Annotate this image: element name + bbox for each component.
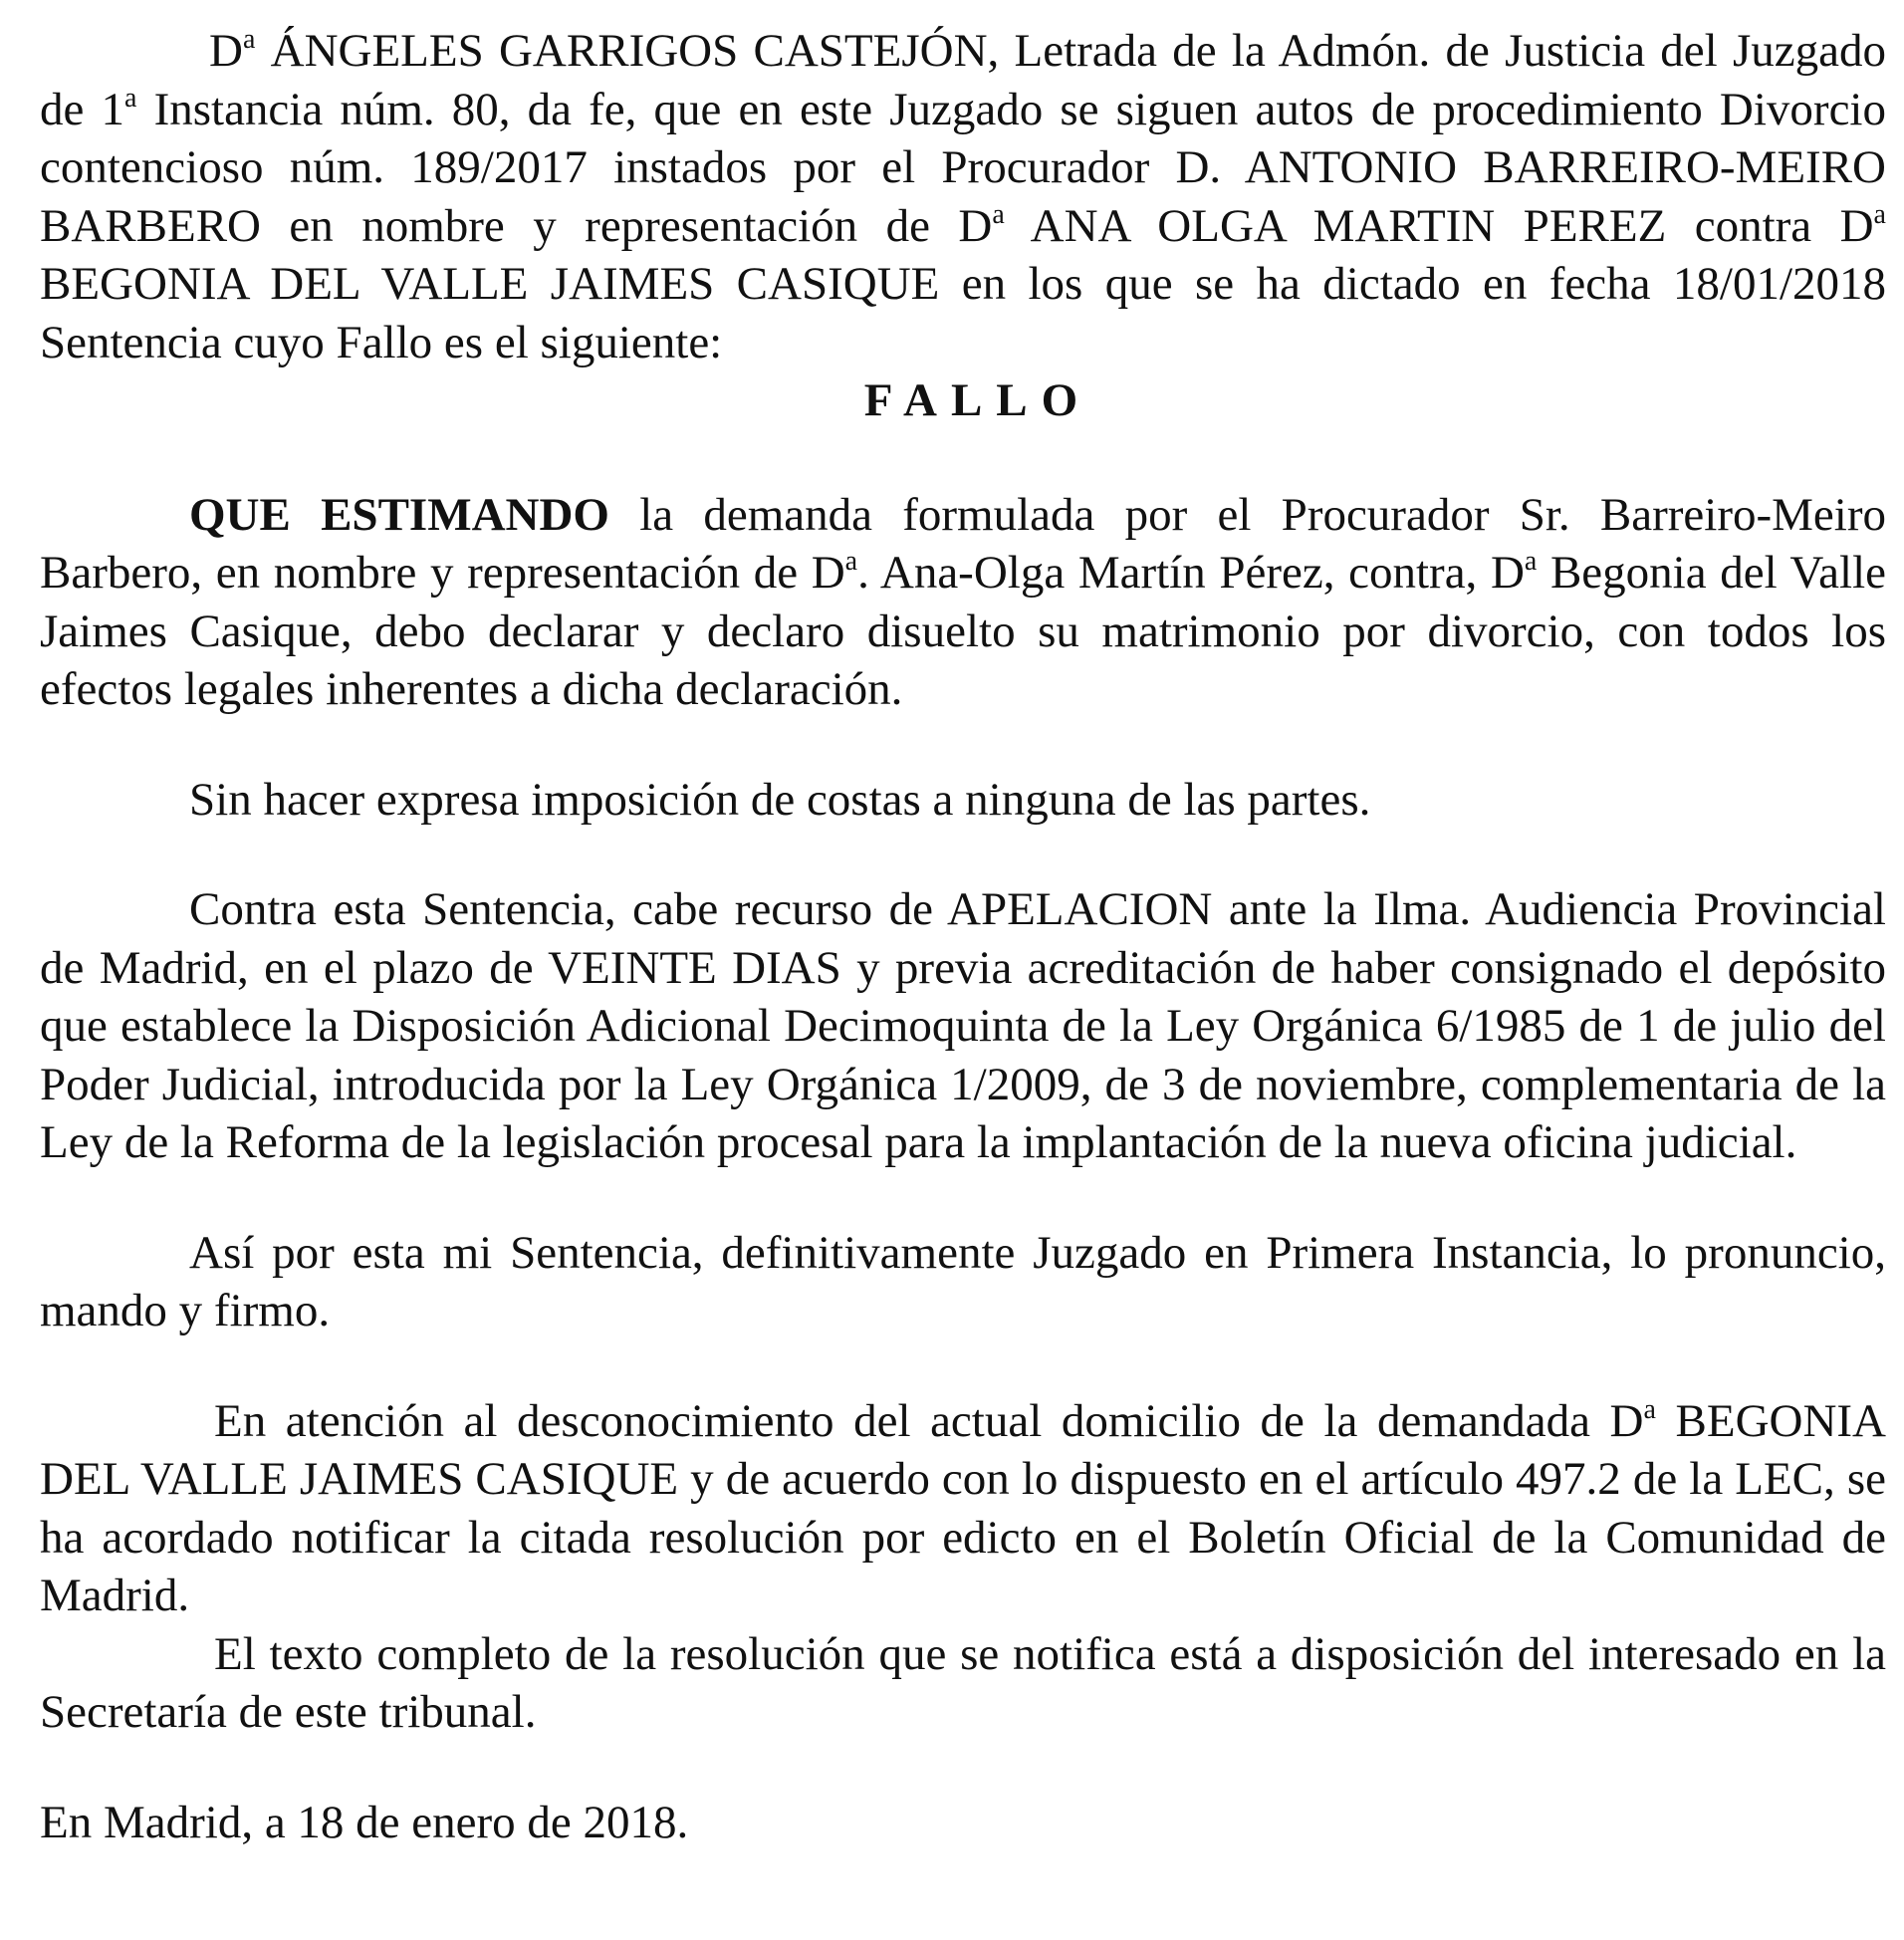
intro-text-4: ANA OLGA MARTIN PEREZ contra D (1004, 199, 1874, 252)
intro-superscript-2: a (124, 82, 137, 114)
document-page (40, 22, 1886, 1851)
edicto-text-2: BEGONIA DEL VALLE JAIMES CASIQUE y de acuerdo con lo dispuesto en el artículo 497.2 de la LEC, se ha acordado notificar la citada resolución por edicto en el Boletín Oficial de la Comunidad de Madrid. (40, 1394, 1886, 1621)
spacer (40, 719, 1886, 771)
intro-text-3: Instancia núm. 80, da fe, que en este Juzgado se siguen autos de procedimiento Divorcio contencioso núm. 189/2017 instados por el Procurador D. ANTONIO BARREIRO-MEIRO BARBERO en nombre y representación de D (40, 83, 1886, 252)
intro-text-2: ÁNGELES GARRIGOS CASTEJÓN, Letrada de la Admón. de Justicia del Juzgado de 1 (40, 25, 1886, 135)
spacer (40, 829, 1886, 880)
spacer (40, 430, 1886, 486)
spacer (40, 1172, 1886, 1224)
fallo-bold-lead: QUE ESTIMANDO (189, 488, 609, 541)
fallo-heading: FALLO (863, 374, 1092, 426)
fallo-text-1: la demanda formulada por el Procurador Sr. Barreiro-Meiro Barbero, en nombre y representación de D (40, 488, 1886, 599)
intro-text-1: D (209, 25, 243, 77)
texto-completo-paragraph: El texto completo de la resolución que se notifica está a disposición del interesado en la Secretaría de este tribunal. (40, 1627, 1886, 1738)
firma-paragraph: Así por esta mi Sentencia, definitivamente Juzgado en Primera Instancia, lo pronuncio, mando y firmo. (40, 1226, 1886, 1336)
intro-text-5: BEGONIA DEL VALLE JAIMES CASIQUE en los que se ha dictado en fecha 18/01/2018 Sentencia cuyo Fallo es el siguiente: (40, 258, 1886, 368)
edicto-text-1: En atención al desconocimiento del actual domicilio de la demandada D (214, 1394, 1644, 1447)
fallo-text-2: . Ana-Olga Martín Pérez, contra, D (857, 547, 1525, 599)
spacer (40, 1742, 1886, 1794)
spacer (40, 1340, 1886, 1392)
intro-superscript-3: a (992, 198, 1005, 230)
fallo-paragraph (40, 486, 1886, 719)
edicto-paragraph (40, 1392, 1886, 1625)
intro-superscript-1: a (242, 24, 256, 55)
fallo-superscript-1: a (844, 546, 858, 577)
fallo-text-3: Begonia del Valle Jaimes Casique, debo declarar y declaro disuelto su matrimonio por divorcio, con todos los efectos legales inherentes a dicha declaración. (40, 547, 1886, 715)
intro-superscript-4: a (1873, 198, 1886, 230)
fecha-line: En Madrid, a 18 de enero de 2018. (40, 1796, 689, 1848)
intro-paragraph (40, 22, 1886, 371)
costas-paragraph: Sin hacer expresa imposición de costas a ninguna de las partes. (189, 773, 1371, 826)
fallo-superscript-2: a (1524, 546, 1538, 577)
recurso-paragraph: Contra esta Sentencia, cabe recurso de APELACION ante la Ilma. Audiencia Provincial de Madrid, en el plazo de VEINTE DIAS y previa acreditación de haber consignado el depósito que establece la Disposición Adicional Decimoquinta de la Ley Orgánica 6/1985 de 1 de julio del Poder Judicial, introducida por la Ley Orgánica 1/2009, de 3 de noviembre, complementaria de la Ley de la Reforma de la legislación procesal para la implantación de la nueva oficina judicial. (40, 883, 1886, 1168)
edicto-superscript-1: a (1643, 1393, 1656, 1425)
